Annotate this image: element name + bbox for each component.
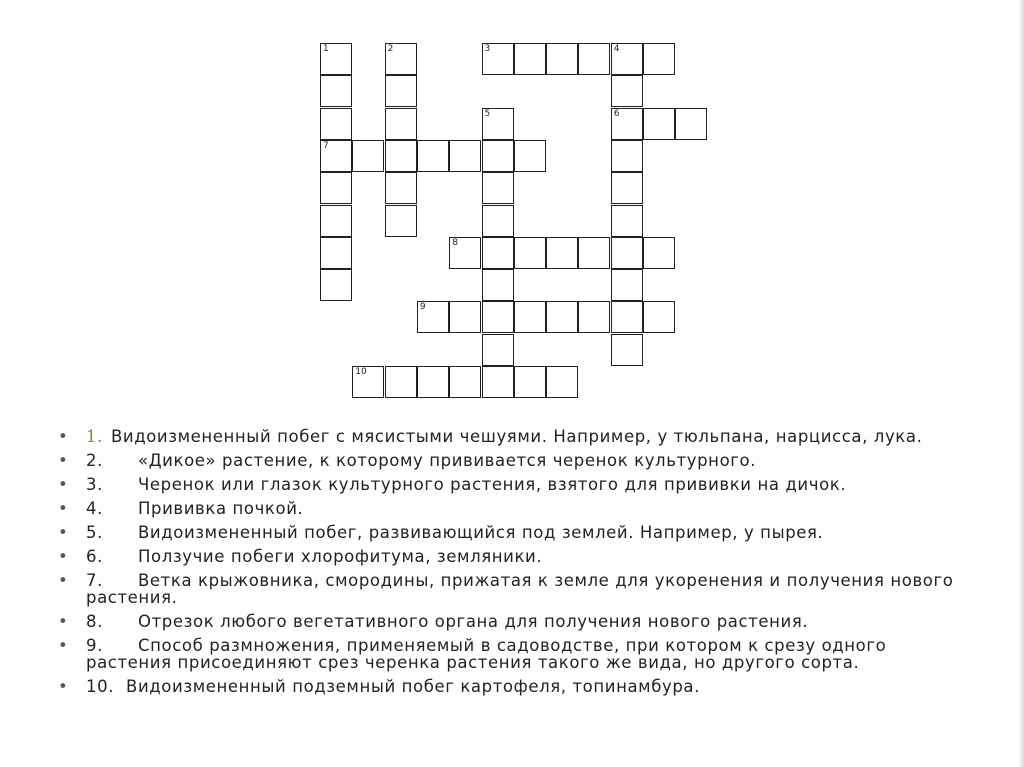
crossword-cell <box>611 205 643 237</box>
crossword-cell <box>320 205 352 237</box>
clue-number: 8. <box>86 612 103 631</box>
clue-item <box>50 678 970 695</box>
crossword-cell <box>578 43 610 75</box>
crossword-cell <box>320 172 352 204</box>
clue-text: Ветка крыжовника, смородины, прижатая к земле для укоренения и получения нового растения. <box>86 571 954 607</box>
clue-item <box>50 476 970 493</box>
bullet-icon: • <box>58 475 69 494</box>
crossword-cell <box>546 301 578 333</box>
clue-item <box>50 613 970 630</box>
crossword-cell <box>611 172 643 204</box>
cell-number: 8 <box>452 237 458 248</box>
clue-number: 9. <box>86 636 103 655</box>
crossword-cell <box>578 237 610 269</box>
crossword-cell <box>417 301 449 333</box>
crossword-cell <box>320 237 352 269</box>
crossword-cell <box>611 237 643 269</box>
cell-number: 7 <box>323 140 329 151</box>
clue-number: 7. <box>86 571 103 590</box>
clue-number: 3. <box>86 475 103 494</box>
clue-item <box>50 572 970 606</box>
crossword-cell <box>546 366 578 398</box>
clue-text: Отрезок любого вегетативного органа для получения нового растения. <box>138 612 809 631</box>
cell-number: 9 <box>419 302 426 313</box>
crossword-cell <box>482 140 514 172</box>
crossword-cell <box>449 237 481 269</box>
crossword-cell <box>482 43 514 75</box>
crossword-cell <box>611 269 643 301</box>
crossword-cell <box>482 237 514 269</box>
cell-number: 10 <box>355 367 367 377</box>
bullet-icon: • <box>58 677 69 696</box>
crossword-cell <box>611 301 643 333</box>
clue-text: Способ размножения, применяемый в садоводстве, при котором к срезу одного растения присоединяют срез черенка растения такого же вида, но другого сорта. <box>86 636 887 672</box>
cell-number: 5 <box>484 108 491 119</box>
crossword-cell <box>482 269 514 301</box>
crossword-cell <box>546 237 578 269</box>
crossword-cell <box>514 301 546 333</box>
clue-number: 4. <box>86 499 103 518</box>
clue-item <box>50 428 970 445</box>
bullet-icon: • <box>58 499 69 518</box>
crossword-cell <box>320 140 352 172</box>
cell-number: 2 <box>387 44 394 54</box>
bullet-icon: • <box>58 451 69 470</box>
crossword-cell <box>578 301 610 333</box>
crossword-cell <box>385 205 417 237</box>
crossword-cell <box>514 43 546 75</box>
bullet-icon: • <box>58 547 69 566</box>
crossword-cell <box>482 301 514 333</box>
crossword-cell <box>611 75 643 107</box>
crossword-cell <box>482 334 514 366</box>
crossword-cell <box>482 366 514 398</box>
clue-text: Черенок или глазок культурного растения, взятого для прививки на дичок. <box>138 475 847 494</box>
crossword-cell <box>611 140 643 172</box>
crossword-cell <box>385 366 417 398</box>
crossword-cell <box>352 366 384 398</box>
crossword-cell <box>417 140 449 172</box>
crossword-cell <box>514 366 546 398</box>
crossword-cell <box>675 108 707 140</box>
clue-item <box>50 637 970 671</box>
crossword-cell <box>352 140 384 172</box>
clue-text: Ползучие побеги хлорофитума, земляники. <box>138 547 543 566</box>
clue-text: «Дикое» растение, к которому прививается черенок культурного. <box>138 451 757 470</box>
crossword-cell <box>385 140 417 172</box>
crossword-cell <box>385 172 417 204</box>
bullet-icon: • <box>58 636 69 655</box>
clue-number: 1. <box>86 427 103 446</box>
crossword-cell <box>320 269 352 301</box>
cell-number: 6 <box>613 108 620 119</box>
clue-item <box>50 524 970 541</box>
clue-item <box>50 548 970 565</box>
cell-number: 1 <box>323 44 329 54</box>
clue-number: 2. <box>86 451 103 470</box>
cell-number: 3 <box>484 44 491 54</box>
crossword-cell <box>320 75 352 107</box>
crossword-cell <box>643 43 675 75</box>
clue-number: 10. <box>86 677 115 696</box>
crossword-cell <box>611 43 643 75</box>
crossword-cell <box>611 108 643 140</box>
crossword-cell <box>643 237 675 269</box>
crossword-cell <box>514 140 546 172</box>
bullet-icon: • <box>58 612 69 631</box>
crossword-cell <box>482 108 514 140</box>
crossword-cell <box>320 43 352 75</box>
clue-text: Видоизмененный побег с мясистыми чешуями. Например, у тюльпана, нарцисса, лука. <box>110 427 923 446</box>
crossword-cell <box>482 172 514 204</box>
crossword-cell <box>643 108 675 140</box>
clue-text: Видоизмененный подземный побег картофеля, топинамбура. <box>126 677 700 696</box>
cell-number: 4 <box>613 44 620 54</box>
bullet-icon: • <box>58 523 69 542</box>
bullet-icon: • <box>58 427 69 446</box>
bullet-icon: • <box>58 571 69 590</box>
slide-edge-shadow <box>1018 0 1024 767</box>
crossword-cell <box>482 205 514 237</box>
clue-item <box>50 452 970 469</box>
crossword-cell <box>449 366 481 398</box>
crossword-cell <box>449 301 481 333</box>
crossword-cell <box>417 366 449 398</box>
clue-number: 5. <box>86 523 103 542</box>
crossword-cell <box>385 108 417 140</box>
crossword-cell <box>514 237 546 269</box>
crossword-cell <box>320 108 352 140</box>
crossword-cell <box>385 43 417 75</box>
crossword-cell <box>643 301 675 333</box>
clue-number: 6. <box>86 547 103 566</box>
crossword-cell <box>385 75 417 107</box>
clue-text: Видоизмененный побег, развивающийся под землей. Например, у пырея. <box>138 523 824 542</box>
crossword-cell <box>546 43 578 75</box>
crossword-cell <box>611 334 643 366</box>
clue-list <box>50 428 970 702</box>
clue-text: Прививка почкой. <box>138 499 304 518</box>
crossword-cell <box>449 140 481 172</box>
clue-item <box>50 500 970 517</box>
